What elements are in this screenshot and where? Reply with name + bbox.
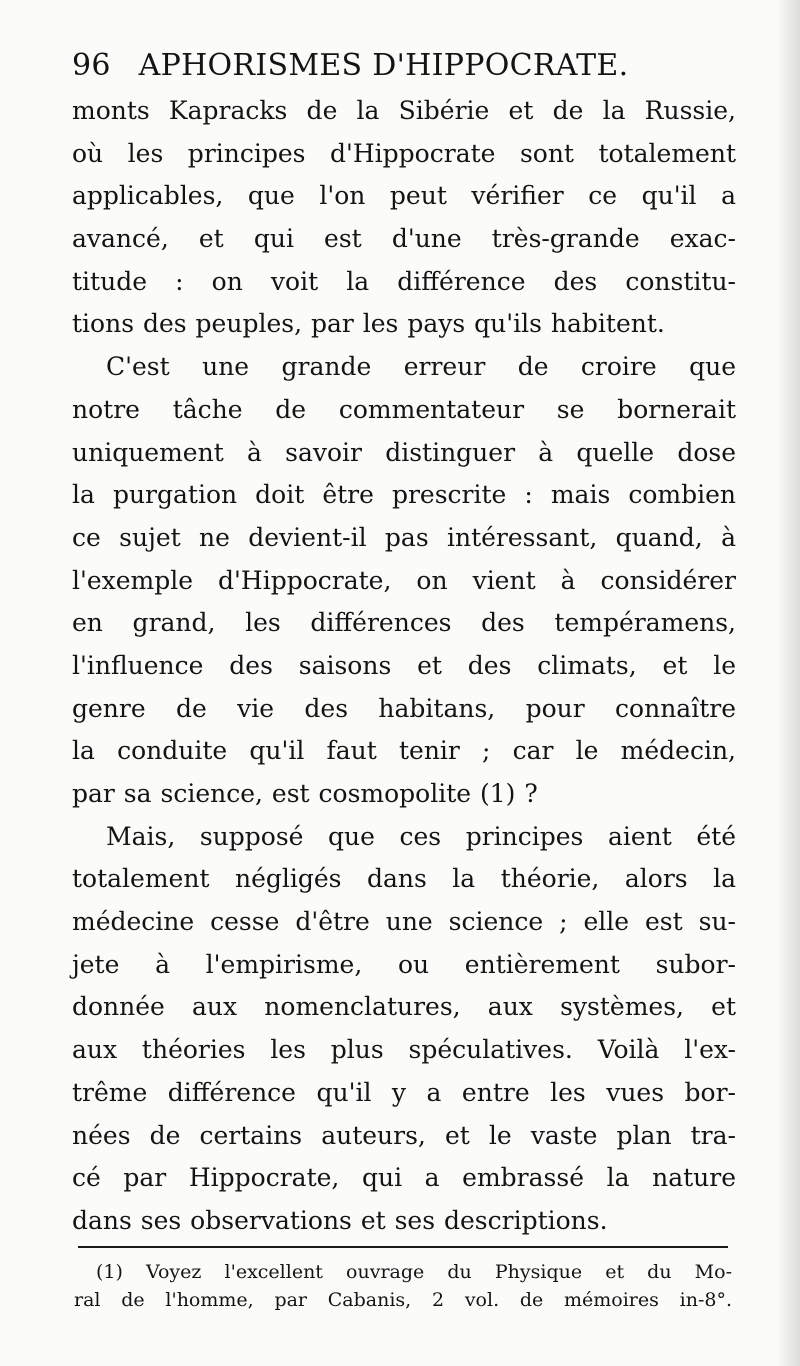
text-line: avancé, et qui est d'une très-grande exac-	[72, 224, 736, 254]
text-line: par sa science, est cosmopolite (1) ?	[72, 779, 538, 808]
text-line: donnée aux nomenclatures, aux systèmes, et	[72, 992, 736, 1022]
text-line: trême différence qu'il y a entre les vues bor-	[72, 1077, 736, 1107]
footnote	[74, 1258, 732, 1314]
text-line: aux théories les plus spéculatives. Voilà l'ex-	[72, 1035, 736, 1065]
page-number: 96	[72, 48, 111, 83]
footnote-line: (1) Voyez l'excellent ouvrage du Physique et du Mo-	[96, 1261, 732, 1283]
text-line: jete à l'empirisme, ou entièrement subor-	[72, 949, 736, 979]
text-line: cé par Hippocrate, qui a embrassé la nature	[72, 1163, 736, 1193]
text-line: uniquement à savoir distinguer à quelle dose	[72, 437, 736, 467]
footnote-line: ral de l'homme, par Cabanis, 2 vol. de mémoires in-8°.	[74, 1289, 732, 1311]
page-edge-shadow	[776, 0, 800, 1366]
text-line: l'influence des saisons et des climats, et le	[72, 650, 736, 680]
text-line: notre tâche de commentateur se bornerait	[72, 394, 736, 424]
text-line: titude : on voit la différence des constitu-	[72, 266, 736, 296]
text-line: la purgation doit être prescrite : mais combien	[72, 480, 736, 510]
text-line: applicables, que l'on peut vérifier ce qu'il a	[72, 181, 736, 211]
text-line: en grand, les différences des tempéramens,	[72, 608, 736, 638]
body-text	[72, 90, 736, 1243]
text-line: ce sujet ne devient-il pas intéressant, quand, à	[72, 522, 736, 552]
text-line: la conduite qu'il faut tenir ; car le médecin,	[72, 736, 736, 766]
footnote-rule	[78, 1246, 728, 1248]
text-line: où les principes d'Hippocrate sont totalement	[72, 138, 736, 168]
text-line: monts Kapracks de la Sibérie et de la Russie,	[72, 96, 736, 125]
text-line: nées de certains auteurs, et le vaste plan tra-	[72, 1120, 736, 1150]
running-title: APHORISMES D'HIPPOCRATE.	[138, 48, 629, 83]
text-line: genre de vie des habitans, pour connaître	[72, 693, 736, 723]
text-line: tions des peuples, par les pays qu'ils habitent.	[72, 309, 665, 339]
text-line: Mais, supposé que ces principes aient été	[106, 821, 736, 851]
text-line: dans ses observations et ses descriptions.	[72, 1205, 608, 1235]
running-head	[72, 48, 722, 94]
text-line: C'est une grande erreur de croire que	[106, 352, 736, 382]
text-line: l'exemple d'Hippocrate, on vient à considérer	[72, 565, 736, 595]
text-line: totalement négligés dans la théorie, alors la	[72, 864, 736, 894]
text-line: médecine cesse d'être une science ; elle est su-	[72, 907, 736, 937]
